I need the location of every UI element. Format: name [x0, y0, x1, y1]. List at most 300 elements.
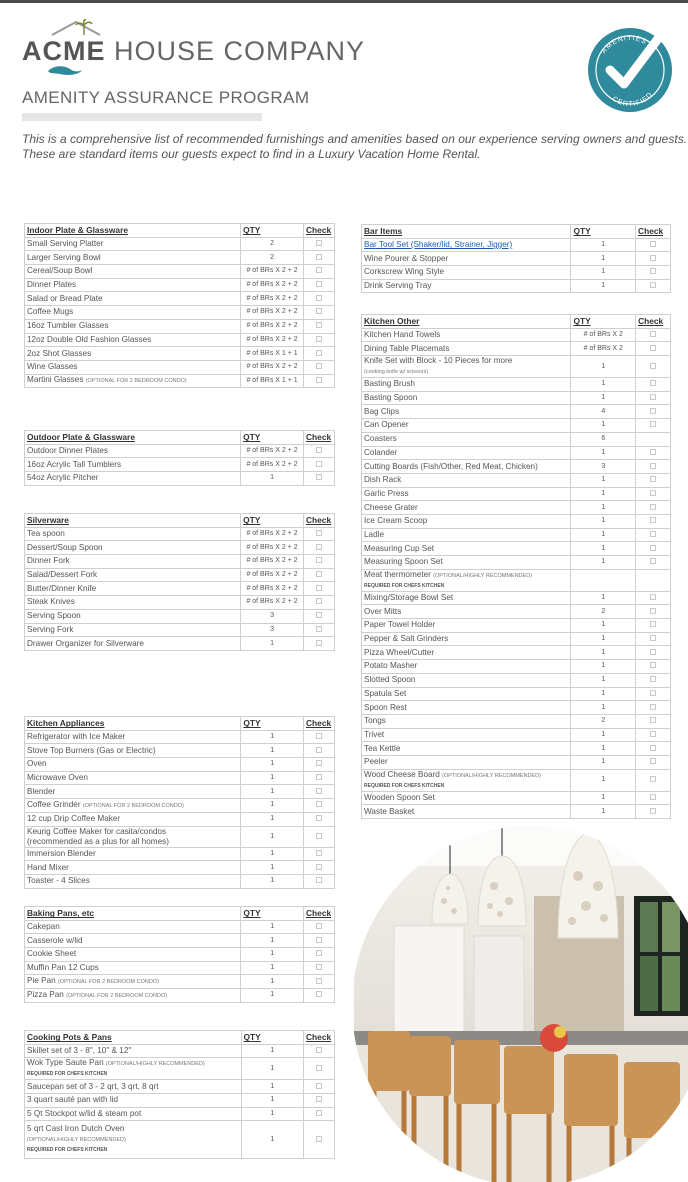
- item-cell: [25, 975, 241, 989]
- check-cell[interactable]: [636, 687, 671, 701]
- table-title: Silverware: [25, 514, 241, 528]
- item-cell: [25, 730, 241, 744]
- checkbox[interactable]: [650, 380, 656, 386]
- checkbox[interactable]: [316, 833, 322, 839]
- item-name: 16oz Tumbler Glasses: [27, 321, 109, 331]
- table-row: [362, 446, 671, 460]
- checkbox[interactable]: [316, 267, 322, 273]
- checkbox[interactable]: [650, 394, 656, 400]
- checkbox[interactable]: [650, 476, 656, 482]
- checkbox[interactable]: [316, 747, 322, 753]
- item-cell: [362, 701, 571, 715]
- check-cell[interactable]: [636, 742, 671, 756]
- checkbox[interactable]: [316, 295, 322, 301]
- item-cell: [25, 237, 241, 251]
- item-name: Tea spoon: [27, 529, 65, 539]
- checkbox[interactable]: [650, 608, 656, 614]
- checkbox[interactable]: [316, 733, 322, 739]
- qty-cell: 1: [571, 619, 636, 633]
- qty-cell: 1: [241, 847, 304, 861]
- checkbox[interactable]: [650, 635, 656, 641]
- checkbox[interactable]: [316, 1110, 322, 1116]
- check-cell[interactable]: [636, 769, 671, 791]
- check-cell[interactable]: [636, 619, 671, 633]
- table-row: [25, 319, 335, 333]
- table-row: [25, 596, 335, 610]
- item-name: Dessert/Soup Spoon: [27, 542, 103, 552]
- check-cell[interactable]: [636, 328, 671, 342]
- qty-cell: 3: [571, 460, 636, 474]
- checkbox[interactable]: [316, 585, 322, 591]
- check-cell[interactable]: [304, 730, 335, 744]
- check-cell[interactable]: [304, 374, 335, 388]
- table-row: [362, 405, 671, 419]
- checkbox[interactable]: [316, 530, 322, 536]
- check-cell[interactable]: [636, 673, 671, 687]
- check-cell[interactable]: [304, 961, 335, 975]
- item-name: Wine Glasses: [27, 362, 78, 372]
- check-cell[interactable]: [304, 278, 335, 292]
- check-cell[interactable]: [636, 356, 671, 378]
- check-cell[interactable]: [636, 805, 671, 819]
- checkbox[interactable]: [650, 662, 656, 668]
- table-row: [25, 934, 335, 948]
- check-cell[interactable]: [636, 556, 671, 570]
- checkbox[interactable]: [316, 447, 322, 453]
- checkbox[interactable]: [316, 254, 322, 260]
- checkbox[interactable]: [650, 408, 656, 414]
- check-cell[interactable]: [304, 744, 335, 758]
- qty-cell: 1: [571, 728, 636, 742]
- checkbox[interactable]: [650, 704, 656, 710]
- item-cell: [362, 391, 571, 405]
- table-bar-items: [361, 224, 671, 293]
- checkbox[interactable]: [650, 241, 656, 247]
- table-row: [362, 728, 671, 742]
- table-row: [362, 755, 671, 769]
- check-cell[interactable]: [636, 791, 671, 805]
- table-row: [362, 432, 671, 446]
- checkbox[interactable]: [650, 621, 656, 627]
- checkbox[interactable]: [316, 991, 322, 997]
- checkbox[interactable]: [316, 598, 322, 604]
- check-cell[interactable]: [636, 473, 671, 487]
- checkbox[interactable]: [650, 676, 656, 682]
- checkbox[interactable]: [650, 545, 656, 551]
- check-cell[interactable]: [304, 360, 335, 374]
- table-row: [25, 265, 335, 279]
- check-cell[interactable]: [303, 623, 334, 637]
- checkbox[interactable]: [650, 776, 656, 782]
- qty-cell: # of BRs X 2 + 2: [241, 555, 304, 569]
- check-cell[interactable]: [636, 646, 671, 660]
- check-cell[interactable]: [304, 1058, 335, 1080]
- checkbox[interactable]: [316, 626, 322, 632]
- item-cell: [25, 744, 241, 758]
- checkbox[interactable]: [316, 877, 322, 883]
- checkbox[interactable]: [316, 774, 322, 780]
- table-row: [25, 278, 335, 292]
- check-cell[interactable]: [304, 1080, 335, 1094]
- table-outdoor-plate-glassware: [24, 430, 335, 486]
- check-cell[interactable]: [304, 1044, 335, 1058]
- qty-cell: 1: [241, 920, 304, 934]
- table-row: [25, 1044, 335, 1058]
- checkbox[interactable]: [650, 594, 656, 600]
- table-row: [362, 378, 671, 392]
- checkbox[interactable]: [316, 950, 322, 956]
- checkbox[interactable]: [650, 463, 656, 469]
- check-cell[interactable]: [304, 472, 335, 486]
- check-cell[interactable]: [636, 605, 671, 619]
- checkbox[interactable]: [316, 308, 322, 314]
- check-cell[interactable]: [636, 487, 671, 501]
- check-cell[interactable]: [636, 378, 671, 392]
- item-cell: [362, 405, 571, 419]
- table-baking-pans: [24, 906, 335, 1003]
- checkbox[interactable]: [316, 760, 322, 766]
- checkbox[interactable]: [316, 1065, 322, 1071]
- item-name: Coffee Mugs: [27, 307, 74, 317]
- item-name: 12oz Double Old Fashion Glasses: [27, 334, 152, 344]
- checkbox[interactable]: [650, 268, 656, 274]
- check-cell[interactable]: [303, 541, 334, 555]
- check-cell[interactable]: [636, 342, 671, 356]
- check-cell[interactable]: [304, 306, 335, 320]
- item-name: Butter/Dinner Knife: [27, 583, 97, 593]
- checkbox[interactable]: [316, 474, 322, 480]
- table-row: [362, 646, 671, 660]
- checkbox[interactable]: [650, 331, 656, 337]
- item-note: (cooking knife w/ scissors): [364, 369, 429, 376]
- checkbox[interactable]: [650, 504, 656, 510]
- check-cell[interactable]: [304, 799, 335, 813]
- table-row: [25, 948, 335, 962]
- item-name: Steak Knives: [27, 597, 75, 607]
- table-row: [25, 744, 335, 758]
- qty-cell: # of BRs X 2 + 2: [241, 458, 304, 472]
- check-cell[interactable]: [636, 714, 671, 728]
- qty-cell: 1: [571, 238, 636, 252]
- check-cell[interactable]: [636, 501, 671, 515]
- check-cell[interactable]: [304, 771, 335, 785]
- item-name: Cookie Sheet: [27, 949, 77, 959]
- check-cell[interactable]: [304, 847, 335, 861]
- qty-cell: 1: [571, 660, 636, 674]
- qty-cell: # of BRs X 2 + 2: [241, 360, 304, 374]
- check-cell[interactable]: [304, 444, 335, 458]
- checkbox[interactable]: [316, 363, 322, 369]
- qty-cell: 2: [571, 605, 636, 619]
- check-cell[interactable]: [304, 812, 335, 826]
- item-name: Larger Serving Bowl: [27, 252, 101, 262]
- checkbox[interactable]: [316, 350, 322, 356]
- check-cell[interactable]: [636, 460, 671, 474]
- checkbox[interactable]: [316, 571, 322, 577]
- table-title: Bar Items: [362, 225, 571, 239]
- table-row: [362, 528, 671, 542]
- checkbox[interactable]: [316, 240, 322, 246]
- check-cell[interactable]: [636, 701, 671, 715]
- item-required-note: REQUIRED FOR CHEFS KITCHEN: [27, 1071, 108, 1078]
- qty-cell: 1: [241, 758, 304, 772]
- table-header-row: [25, 431, 335, 445]
- table-header-row: [25, 1031, 335, 1045]
- checkbox[interactable]: [316, 801, 322, 807]
- item-note: (OPTIONAL FOR 2 BEDROOM CONDO): [85, 378, 187, 385]
- check-cell[interactable]: [304, 861, 335, 875]
- table-row: [25, 237, 335, 251]
- qty-cell: # of BRs X 2 + 2: [241, 541, 304, 555]
- item-name: Dining Table Placemats: [364, 343, 450, 353]
- item-name: Blender: [27, 786, 56, 796]
- checkbox[interactable]: [650, 794, 656, 800]
- qty-cell: 1: [241, 1094, 303, 1108]
- checkbox[interactable]: [650, 558, 656, 564]
- table-row: [25, 292, 335, 306]
- check-cell[interactable]: [304, 292, 335, 306]
- table-row: [25, 527, 335, 541]
- item-name: Drink Serving Tray: [364, 281, 432, 291]
- checkbox[interactable]: [316, 1047, 322, 1053]
- check-cell[interactable]: [304, 1121, 335, 1159]
- checkbox[interactable]: [650, 717, 656, 723]
- check-cell[interactable]: [636, 252, 671, 266]
- checkbox[interactable]: [316, 281, 322, 287]
- table-row: [25, 961, 335, 975]
- checkbox[interactable]: [316, 1136, 322, 1142]
- check-cell[interactable]: [304, 347, 335, 361]
- item-cell: [25, 306, 241, 320]
- checkbox[interactable]: [316, 1096, 322, 1102]
- table-title: Baking Pans, etc: [25, 907, 241, 921]
- item-cell: [25, 1058, 242, 1080]
- item-note: (OPTIONAL/HIGHLY RECOMMENDED): [433, 572, 532, 579]
- check-cell[interactable]: [636, 542, 671, 556]
- check-cell[interactable]: [303, 637, 334, 651]
- check-cell[interactable]: [304, 237, 335, 251]
- check-cell[interactable]: [303, 609, 334, 623]
- item-cell: [362, 328, 571, 342]
- qty-cell: 1: [241, 826, 304, 847]
- item-cell: [362, 569, 571, 591]
- check-cell[interactable]: [304, 826, 335, 847]
- item-cell: [25, 292, 241, 306]
- table-row: [25, 472, 335, 486]
- check-cell[interactable]: [303, 568, 334, 582]
- item-name: 5 qrt Cast Iron Dutch Oven: [27, 1124, 125, 1134]
- check-cell[interactable]: [303, 555, 334, 569]
- item-name: Pizza Wheel/Cutter: [364, 647, 435, 657]
- check-cell[interactable]: [304, 1094, 335, 1108]
- checkbox[interactable]: [650, 808, 656, 814]
- item-name: Casserole w/lid: [27, 935, 83, 945]
- checkbox[interactable]: [316, 640, 322, 646]
- table-row: [362, 591, 671, 605]
- check-cell[interactable]: [303, 582, 334, 596]
- check-cell[interactable]: [636, 528, 671, 542]
- table-row: [362, 419, 671, 433]
- item-name: Serving Spoon: [27, 611, 81, 621]
- checkbox[interactable]: [650, 690, 656, 696]
- table-title: Kitchen Appliances: [25, 717, 241, 731]
- check-cell[interactable]: [304, 1107, 335, 1121]
- table-row: [25, 360, 335, 374]
- item-name: Refrigerator with Ice Maker: [27, 732, 126, 742]
- item-cell: [25, 874, 241, 888]
- checkbox[interactable]: [650, 449, 656, 455]
- checkbox[interactable]: [316, 788, 322, 794]
- check-cell[interactable]: [304, 874, 335, 888]
- qty-cell: 1: [241, 637, 304, 651]
- qty-cell: 2: [241, 251, 304, 265]
- check-cell[interactable]: [636, 632, 671, 646]
- check-cell[interactable]: [636, 446, 671, 460]
- table-row: [25, 1121, 335, 1159]
- checkbox[interactable]: [316, 612, 322, 618]
- checkbox[interactable]: [316, 544, 322, 550]
- item-name: Corkscrew Wing Style: [364, 267, 445, 277]
- item-cell: [25, 374, 241, 388]
- check-cell[interactable]: [636, 238, 671, 252]
- item-note: (OPTIONAL/HIGHLY RECOMMENDED): [27, 1137, 126, 1144]
- checkbox[interactable]: [316, 864, 322, 870]
- check-cell[interactable]: [304, 989, 335, 1003]
- table-row: [362, 673, 671, 687]
- checkbox[interactable]: [316, 978, 322, 984]
- checkbox[interactable]: [316, 557, 322, 563]
- item-cell: [25, 347, 241, 361]
- qty-cell: 1: [241, 861, 304, 875]
- check-cell[interactable]: [636, 660, 671, 674]
- qty-cell: 1: [571, 266, 636, 280]
- item-name: Kitchen Hand Towels: [364, 330, 441, 340]
- item-note: (OPTIONAL FOR 2 BEDROOM CONDO): [57, 979, 159, 986]
- check-cell[interactable]: [636, 514, 671, 528]
- table-row: [25, 826, 335, 847]
- check-cell[interactable]: [636, 405, 671, 419]
- check-cell[interactable]: [304, 758, 335, 772]
- checkbox[interactable]: [650, 345, 656, 351]
- check-cell[interactable]: [304, 948, 335, 962]
- qty-cell: 1: [241, 785, 304, 799]
- checkbox[interactable]: [316, 377, 322, 383]
- check-cell[interactable]: [303, 596, 334, 610]
- item-cell: [362, 742, 571, 756]
- item-cell: [25, 771, 241, 785]
- checkbox[interactable]: [650, 421, 656, 427]
- checkbox[interactable]: [650, 517, 656, 523]
- qty-header: QTY: [571, 225, 636, 239]
- item-name: Outdoor Dinner Plates: [27, 446, 109, 456]
- item-name[interactable]: Bar Tool Set (Shaker/lid, Strainer, Jigger): [364, 240, 513, 250]
- item-cell: [362, 279, 571, 293]
- check-cell[interactable]: [636, 755, 671, 769]
- table-row: [362, 266, 671, 280]
- item-name: Over Mitts: [364, 606, 402, 616]
- qty-cell: 1: [571, 487, 636, 501]
- check-cell[interactable]: [304, 458, 335, 472]
- qty-cell: 3: [241, 623, 304, 637]
- check-cell[interactable]: [636, 728, 671, 742]
- checkbox[interactable]: [650, 731, 656, 737]
- checkbox[interactable]: [316, 923, 322, 929]
- item-name: Muffin Pan 12 Cups: [27, 963, 99, 973]
- checkbox[interactable]: [650, 758, 656, 764]
- check-cell[interactable]: [303, 527, 334, 541]
- check-cell[interactable]: [304, 975, 335, 989]
- check-cell[interactable]: [636, 279, 671, 293]
- checkbox[interactable]: [316, 937, 322, 943]
- item-cell: [362, 514, 571, 528]
- qty-cell: 1: [571, 646, 636, 660]
- check-cell[interactable]: [304, 333, 335, 347]
- qty-cell: [571, 569, 636, 591]
- checkbox[interactable]: [316, 322, 322, 328]
- check-header: Check: [304, 224, 335, 238]
- checkbox[interactable]: [316, 815, 322, 821]
- check-cell[interactable]: [636, 391, 671, 405]
- check-cell[interactable]: [304, 785, 335, 799]
- checkbox[interactable]: [650, 282, 656, 288]
- checkbox[interactable]: [316, 336, 322, 342]
- checkbox[interactable]: [650, 490, 656, 496]
- check-cell[interactable]: [636, 419, 671, 433]
- table-row: [25, 623, 335, 637]
- check-header: Check: [303, 514, 334, 528]
- item-cell: [362, 266, 571, 280]
- table-row: [25, 444, 335, 458]
- item-name: Hand Mixer: [27, 862, 69, 872]
- table-row: [25, 730, 335, 744]
- item-name: Peeler: [364, 757, 388, 767]
- item-name: Potato Masher: [364, 661, 418, 671]
- check-cell[interactable]: [304, 319, 335, 333]
- checkbox[interactable]: [650, 255, 656, 261]
- item-cell: [362, 714, 571, 728]
- check-cell[interactable]: [636, 591, 671, 605]
- program-title: AMENITY ASSURANCE PROGRAM: [22, 88, 310, 107]
- check-cell[interactable]: [304, 265, 335, 279]
- item-cell: [362, 432, 571, 446]
- checkbox[interactable]: [650, 649, 656, 655]
- checkbox[interactable]: [316, 964, 322, 970]
- check-cell[interactable]: [304, 934, 335, 948]
- checkbox[interactable]: [650, 363, 656, 369]
- checkbox[interactable]: [316, 461, 322, 467]
- item-name: Coasters: [364, 434, 397, 444]
- qty-cell: 1: [241, 961, 304, 975]
- qty-cell: 1: [571, 391, 636, 405]
- item-cell: [25, 333, 241, 347]
- check-cell[interactable]: [304, 920, 335, 934]
- check-cell[interactable]: [304, 251, 335, 265]
- item-cell: [362, 646, 571, 660]
- checkbox[interactable]: [650, 531, 656, 537]
- item-cell: [25, 861, 241, 875]
- qty-cell: 1: [241, 812, 304, 826]
- check-cell[interactable]: [636, 266, 671, 280]
- item-name: Skillet set of 3 - 8", 10" & 12": [27, 1046, 132, 1056]
- item-cell: [362, 460, 571, 474]
- checkbox[interactable]: [316, 1083, 322, 1089]
- checkbox[interactable]: [316, 850, 322, 856]
- checkbox[interactable]: [650, 745, 656, 751]
- item-name: Slotted Spoon: [364, 675, 416, 685]
- item-name: Knife Set with Block - 10 Pieces for more: [364, 356, 513, 366]
- item-cell: [362, 528, 571, 542]
- qty-cell: 1: [241, 934, 304, 948]
